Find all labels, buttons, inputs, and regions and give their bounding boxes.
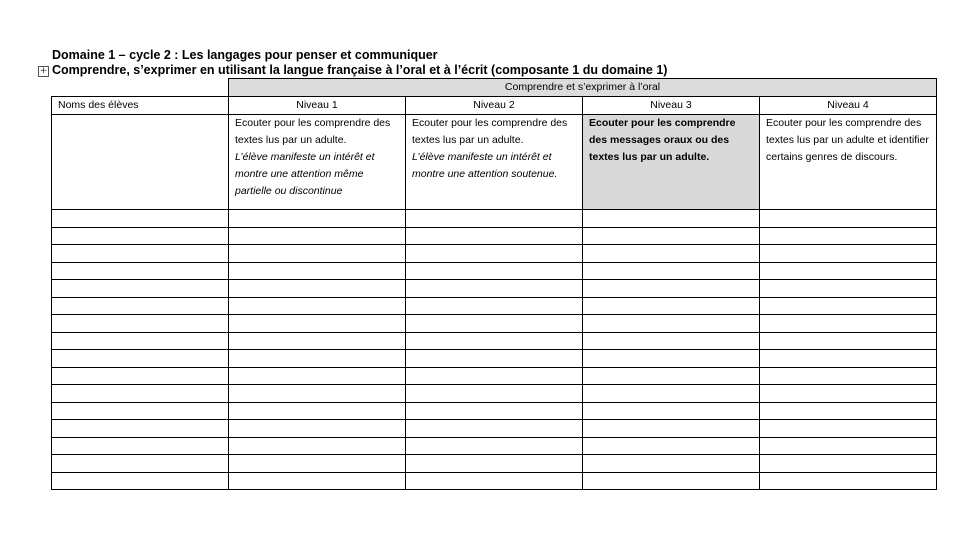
student-level-cell[interactable] [229, 420, 406, 438]
student-name-cell[interactable] [52, 455, 229, 473]
student-level-cell[interactable] [229, 402, 406, 420]
student-row [52, 245, 937, 263]
level-description-text: Ecouter pour les comprendre des messages oraux ou des textes lus par un adulte. [589, 117, 736, 163]
level-header-3[interactable]: Niveau 3 [583, 97, 760, 115]
student-level-cell[interactable] [583, 402, 760, 420]
student-level-cell[interactable] [406, 350, 583, 368]
student-name-cell[interactable] [52, 262, 229, 280]
student-level-cell[interactable] [583, 472, 760, 490]
student-row [52, 385, 937, 403]
student-level-cell[interactable] [583, 367, 760, 385]
student-row [52, 227, 937, 245]
document-heading: Domaine 1 – cycle 2 : Les langages pour penser et communiquer [52, 48, 438, 62]
level-header-1[interactable]: Niveau 1 [229, 97, 406, 115]
student-name-cell[interactable] [52, 315, 229, 333]
student-name-cell[interactable] [52, 385, 229, 403]
student-level-cell[interactable] [583, 227, 760, 245]
student-level-cell[interactable] [760, 367, 937, 385]
student-level-cell[interactable] [583, 297, 760, 315]
student-level-cell[interactable] [583, 210, 760, 228]
student-level-cell[interactable] [229, 385, 406, 403]
student-name-cell[interactable] [52, 280, 229, 298]
student-level-cell[interactable] [583, 245, 760, 263]
student-level-cell[interactable] [760, 297, 937, 315]
student-row [52, 262, 937, 280]
student-row [52, 437, 937, 455]
level-description-text: Ecouter pour les comprendre des textes lus par un adulte. [412, 117, 568, 146]
student-level-cell[interactable] [229, 280, 406, 298]
student-level-cell[interactable] [760, 402, 937, 420]
student-level-cell[interactable] [406, 297, 583, 315]
student-level-cell[interactable] [583, 350, 760, 368]
student-name-cell[interactable] [52, 332, 229, 350]
level-description-2[interactable] [406, 115, 583, 210]
student-level-cell[interactable] [583, 420, 760, 438]
level-description-emphasis: L’élève manifeste un intérêt et montre une attention même partielle ou discontinue [235, 151, 375, 197]
student-level-cell[interactable] [406, 385, 583, 403]
student-level-cell[interactable] [229, 262, 406, 280]
student-level-cell[interactable] [760, 280, 937, 298]
evaluation-table [51, 78, 937, 490]
student-level-cell[interactable] [583, 385, 760, 403]
student-row [52, 280, 937, 298]
level-description-text: Ecouter pour les comprendre des textes lus par un adulte et identifier certains genres de discours. [766, 117, 929, 163]
names-description-cell[interactable] [52, 115, 229, 210]
student-row [52, 315, 937, 333]
student-row [52, 472, 937, 490]
student-row [52, 455, 937, 473]
student-level-cell[interactable] [229, 297, 406, 315]
student-level-cell[interactable] [406, 245, 583, 263]
student-name-cell[interactable] [52, 437, 229, 455]
student-level-cell[interactable] [583, 262, 760, 280]
document-subheading: Comprendre, s’exprimer en utilisant la langue française à l’oral et à l’écrit (composante 1 du domaine 1) [52, 63, 668, 77]
student-name-cell[interactable] [52, 210, 229, 228]
level-description-1[interactable] [229, 115, 406, 210]
move-cross-icon[interactable]: + [39, 66, 48, 76]
level-description-text: Ecouter pour les comprendre des textes lus par un adulte. [235, 117, 391, 146]
student-row [52, 297, 937, 315]
student-level-cell[interactable] [760, 385, 937, 403]
student-level-cell[interactable] [229, 332, 406, 350]
student-name-cell[interactable] [52, 350, 229, 368]
student-level-cell[interactable] [406, 262, 583, 280]
level-description-emphasis: L’élève manifeste un intérêt et montre une attention soutenue. [412, 151, 558, 180]
student-level-cell[interactable] [406, 455, 583, 473]
student-level-cell[interactable] [229, 367, 406, 385]
level-header-2[interactable]: Niveau 2 [406, 97, 583, 115]
student-name-cell[interactable] [52, 297, 229, 315]
student-row [52, 420, 937, 438]
student-level-cell[interactable] [760, 420, 937, 438]
student-level-cell[interactable] [760, 262, 937, 280]
student-level-cell[interactable] [760, 210, 937, 228]
student-level-cell[interactable] [229, 227, 406, 245]
student-name-cell[interactable] [52, 420, 229, 438]
student-level-cell[interactable] [406, 402, 583, 420]
student-level-cell[interactable] [229, 350, 406, 368]
student-row [52, 402, 937, 420]
student-level-cell[interactable] [583, 315, 760, 333]
student-name-cell[interactable] [52, 367, 229, 385]
student-names-header[interactable]: Noms des élèves [52, 97, 229, 115]
student-level-cell[interactable] [406, 280, 583, 298]
student-level-cell[interactable] [406, 472, 583, 490]
student-level-cell[interactable] [760, 455, 937, 473]
student-level-cell[interactable] [583, 332, 760, 350]
student-row [52, 332, 937, 350]
student-level-cell[interactable] [760, 472, 937, 490]
level-header-4[interactable]: Niveau 4 [760, 97, 937, 115]
student-level-cell[interactable] [229, 455, 406, 473]
student-level-cell[interactable] [760, 227, 937, 245]
student-name-cell[interactable] [52, 227, 229, 245]
student-level-cell[interactable] [229, 245, 406, 263]
level-description-4[interactable] [760, 115, 937, 210]
student-level-cell[interactable] [760, 332, 937, 350]
student-level-cell[interactable] [760, 350, 937, 368]
empty-corner-cell [52, 79, 229, 97]
student-level-cell[interactable] [229, 210, 406, 228]
student-row [52, 367, 937, 385]
student-level-cell[interactable] [583, 280, 760, 298]
student-level-cell[interactable] [406, 227, 583, 245]
student-row [52, 210, 937, 228]
student-level-cell[interactable] [229, 315, 406, 333]
student-level-cell[interactable] [406, 420, 583, 438]
student-level-cell[interactable] [760, 437, 937, 455]
level-description-3[interactable] [583, 115, 760, 210]
student-level-cell[interactable] [406, 367, 583, 385]
student-level-cell[interactable] [583, 437, 760, 455]
student-name-cell[interactable] [52, 472, 229, 490]
student-name-cell[interactable] [52, 245, 229, 263]
competency-header[interactable]: Comprendre et s’exprimer à l’oral [229, 79, 937, 97]
student-level-cell[interactable] [229, 472, 406, 490]
student-level-cell[interactable] [760, 245, 937, 263]
student-level-cell[interactable] [583, 455, 760, 473]
student-level-cell[interactable] [229, 437, 406, 455]
student-level-cell[interactable] [406, 332, 583, 350]
student-level-cell[interactable] [406, 210, 583, 228]
student-name-cell[interactable] [52, 402, 229, 420]
student-row [52, 350, 937, 368]
student-level-cell[interactable] [760, 315, 937, 333]
student-level-cell[interactable] [406, 315, 583, 333]
student-level-cell[interactable] [406, 437, 583, 455]
